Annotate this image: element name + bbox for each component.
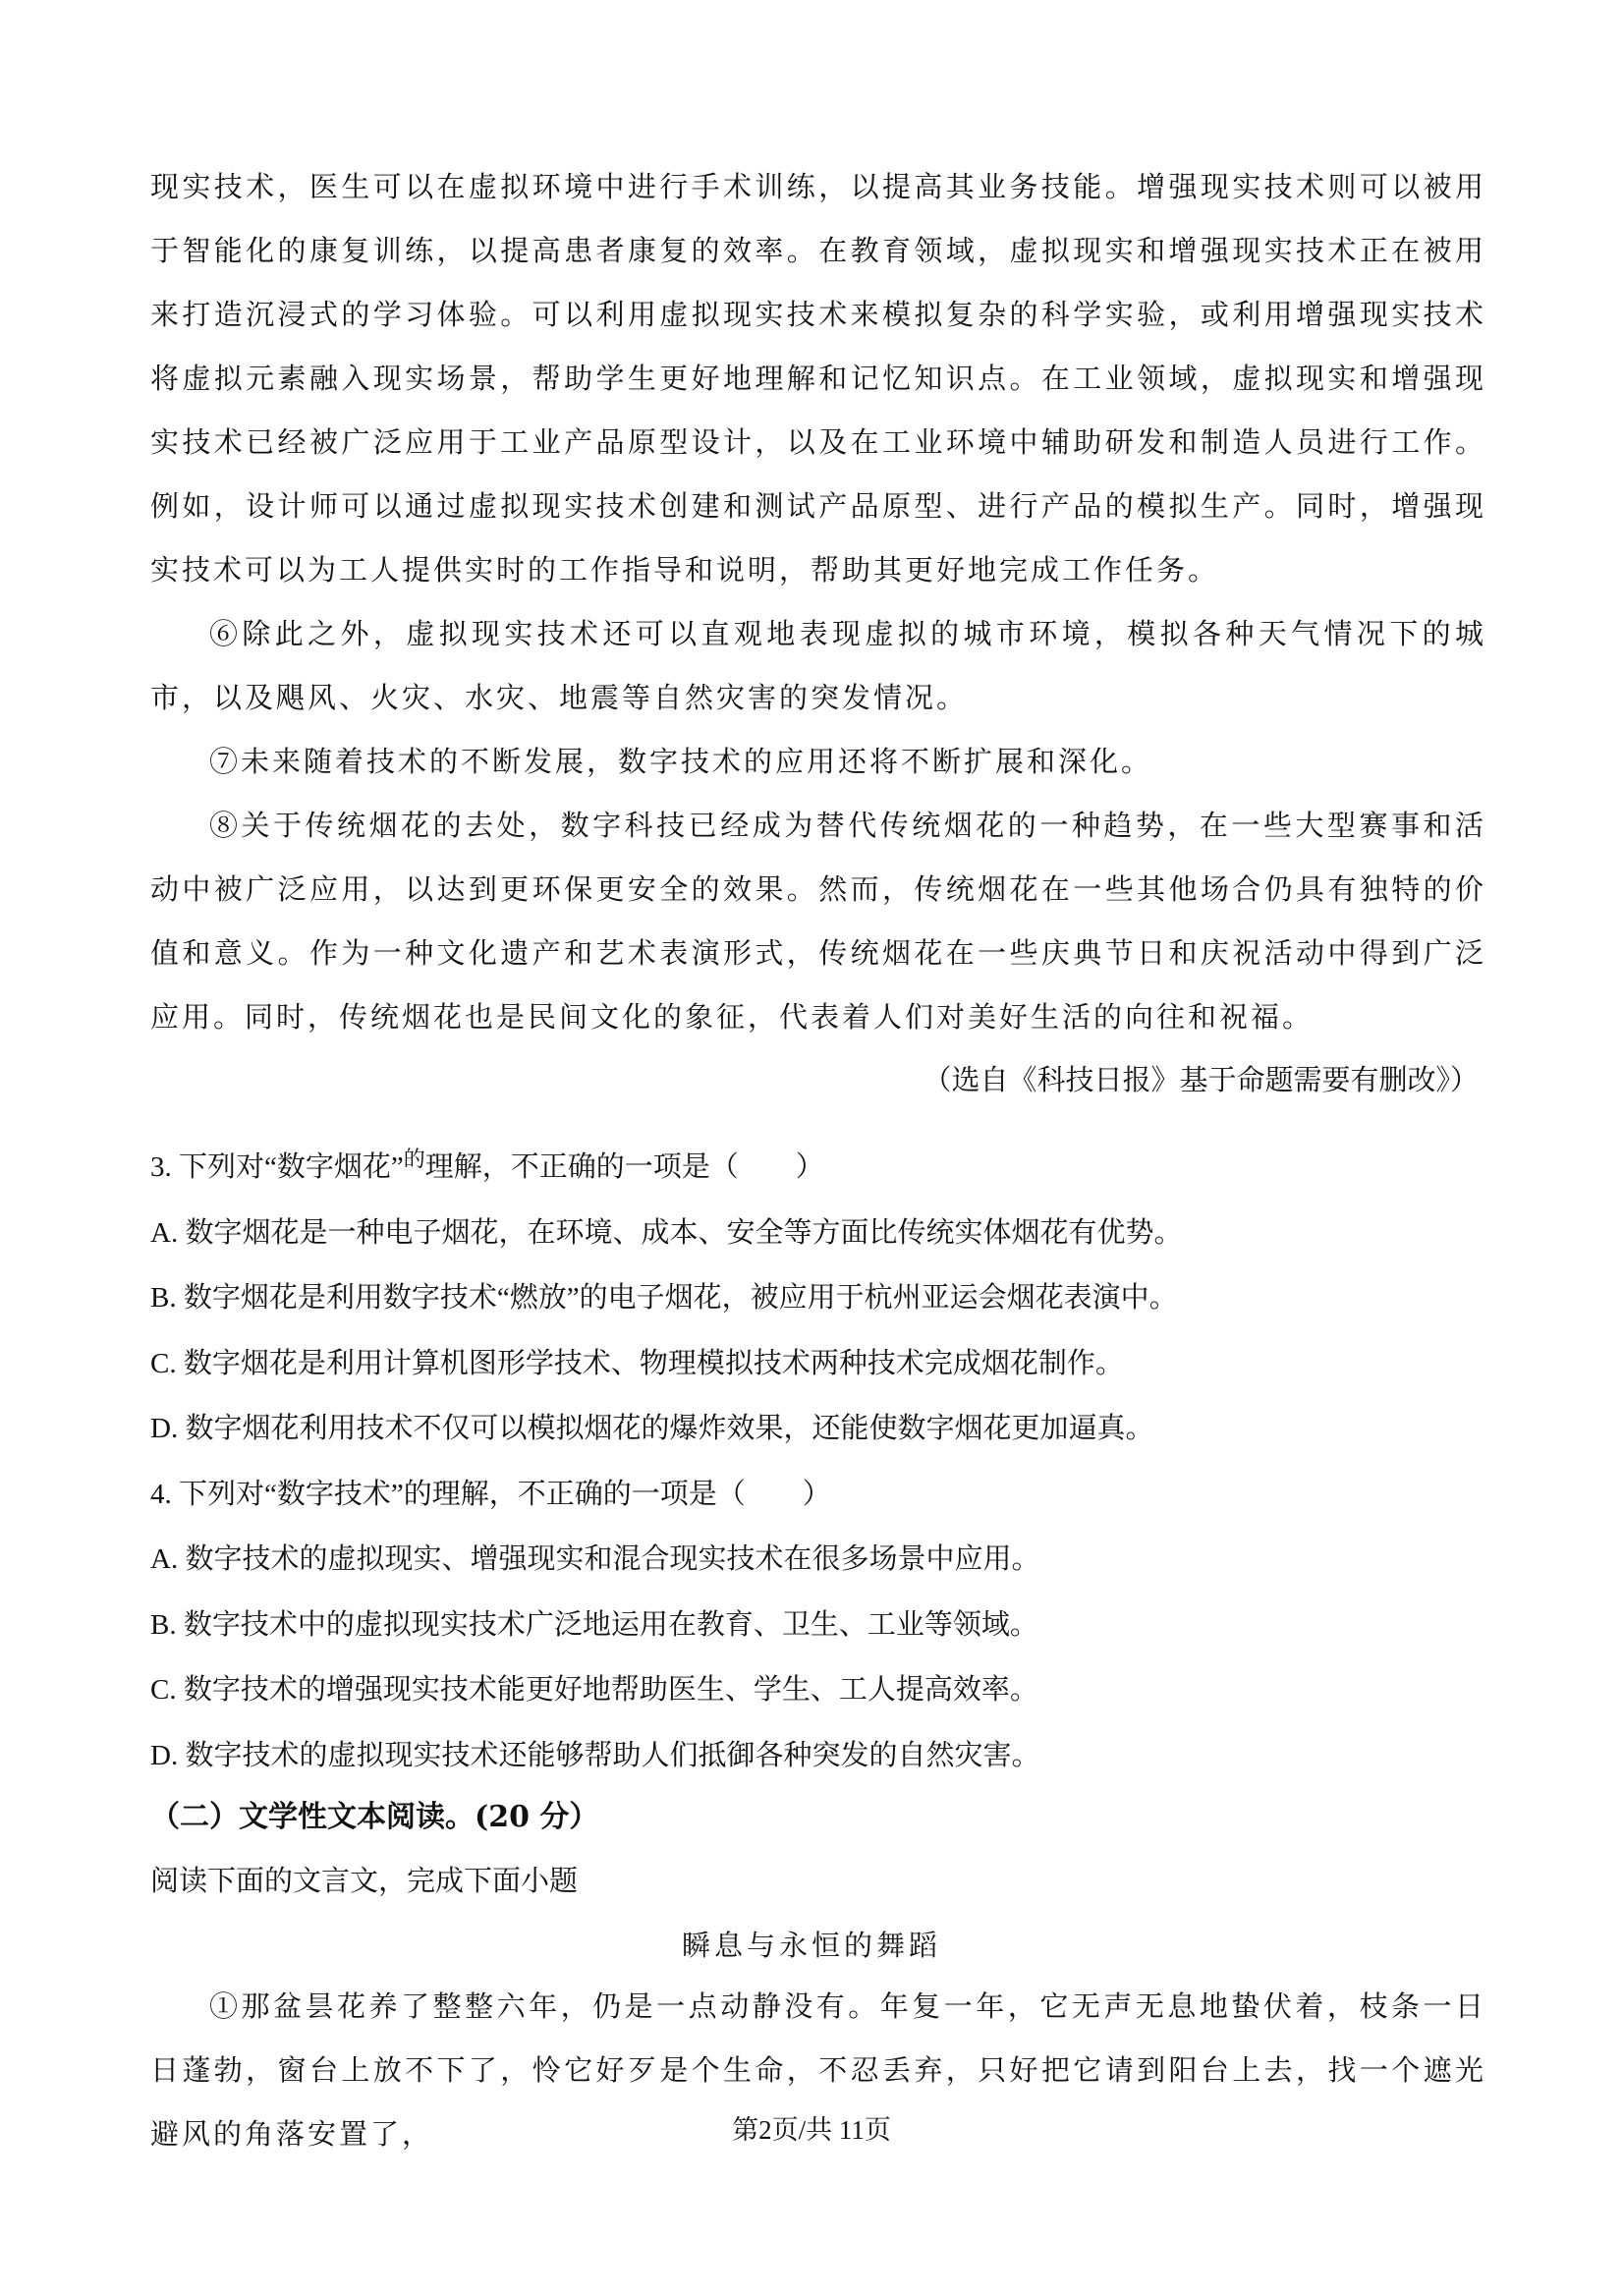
question-4-option-c: C. 数字技术的增强现实技术能更好地帮助医生、学生、工人提高效率。 [150, 1674, 1038, 1706]
passage-source: （选自《科技日报》基于命题需要有删改》） [923, 1065, 1479, 1096]
passage-text [150, 155, 1486, 1049]
question-4-option-b: B. 数字技术中的虚拟现实技术广泛地运用在教育、卫生、工业等领域。 [150, 1608, 1038, 1641]
question-3-option-c: C. 数字烟花是利用计算机图形学技术、物理模拟技术两种技术完成烟花制作。 [150, 1347, 1124, 1379]
question-4-option-d: D. 数字技术的虚拟现实技术还能够帮助人们抵御各种突发的自然灾害。 [150, 1739, 1040, 1771]
question-3-option-d: D. 数字烟花利用技术不仅可以模拟烟花的爆炸效果，还能使数字烟花更加逼真。 [150, 1413, 1154, 1444]
question-3-stem [150, 1135, 1486, 1201]
paragraph-6: ⑥除此之外，虚拟现实技术还可以直观地表现虚拟的城市环境，模拟各种天气情况下的城市，以及飓风、火灾、水灾、地震等自然灾害的突发情况。 [150, 617, 1486, 714]
story-title: 瞬息与永恒的舞蹈 [681, 1929, 941, 1962]
question-3-option-b: B. 数字烟花是利用数字技术“燃放”的电子烟花，被应用于杭州亚运会烟花表演中。 [150, 1282, 1178, 1314]
question-4-option-a: A. 数字技术的虚拟现实、增强现实和混合现实技术在很多场景中应用。 [150, 1543, 1040, 1575]
question-4-stem: 4. 下列对“数字技术”的理解，不正确的一项是（ ） [150, 1478, 831, 1510]
paragraph-continued: 现实技术，医生可以在虚拟环境中进行手术训练，以提高其业务技能。增强现实技术则可以被用于智能化的康复训练，以提高患者康复的效率。在教育领域，虚拟现实和增强现实技术正在被用来打造沉浸式的学习体验。可以利用虚拟现实技术来模拟复杂的科学实验，或利用增强现实技术将虚拟元素融入现实场景，帮助学生更好地理解和记忆知识点。在工业领域，虚拟现实和增强现实技术已经被广泛应用于工业产品原型设计，以及在工业环境中辅助研发和制造人员进行工作。例如，设计师可以通过虚拟现实技术创建和测试产品原型、进行产品的模拟生产。同时，增强现实技术可以为工人提供实时的工作指导和说明，帮助其更好地完成工作任务。 [150, 170, 1486, 587]
paragraph-8: ⑧关于传统烟花的去处，数字科技已经成为替代传统烟花的一种趋势，在一些大型赛事和活动中被广泛应用，以达到更环保更安全的效果。然而，传统烟花在一些其他场合仍具有独特的价值和意义。作为一种文化遗产和艺术表演形式，传统烟花在一些庆典节日和庆祝活动中得到广泛应用。同时，传统烟花也是民间文化的象征，代表着人们对美好生活的向往和祝福。 [150, 809, 1486, 1034]
paragraph-7: ⑦未来随着技术的不断发展，数字技术的应用还将不断扩展和深化。 [209, 745, 1153, 778]
question-3-stem-pre: 3. 下列对“数字烟花” [150, 1151, 404, 1183]
section-heading: （二）文学性文本阅读。(20 分） [150, 1800, 599, 1834]
questions-block [150, 1135, 1486, 1788]
question-3-stem-post: 理解，不正确的一项是（ ） [424, 1151, 824, 1183]
question-3-stem-sup: 的 [403, 1147, 425, 1171]
section-instruction: 阅读下面的文言文，完成下面小题 [150, 1866, 579, 1897]
question-3-option-a: A. 数字烟花是一种电子烟花，在环境、成本、安全等方面比传统实体烟花有优势。 [150, 1216, 1183, 1249]
story-paragraph-1: ①那盆昙花养了整整六年，仍是一点动静没有。年复一年，它无声无息地蛰伏着，枝条一日日蓬勃，窗台上放不下了，怜它好歹是个生命，不忍丢弃，只好把它请到阳台上去，找一个遮光避风的角落安置了， [150, 1989, 1486, 2151]
page-number: 第2页/共 11页 [732, 2115, 891, 2145]
